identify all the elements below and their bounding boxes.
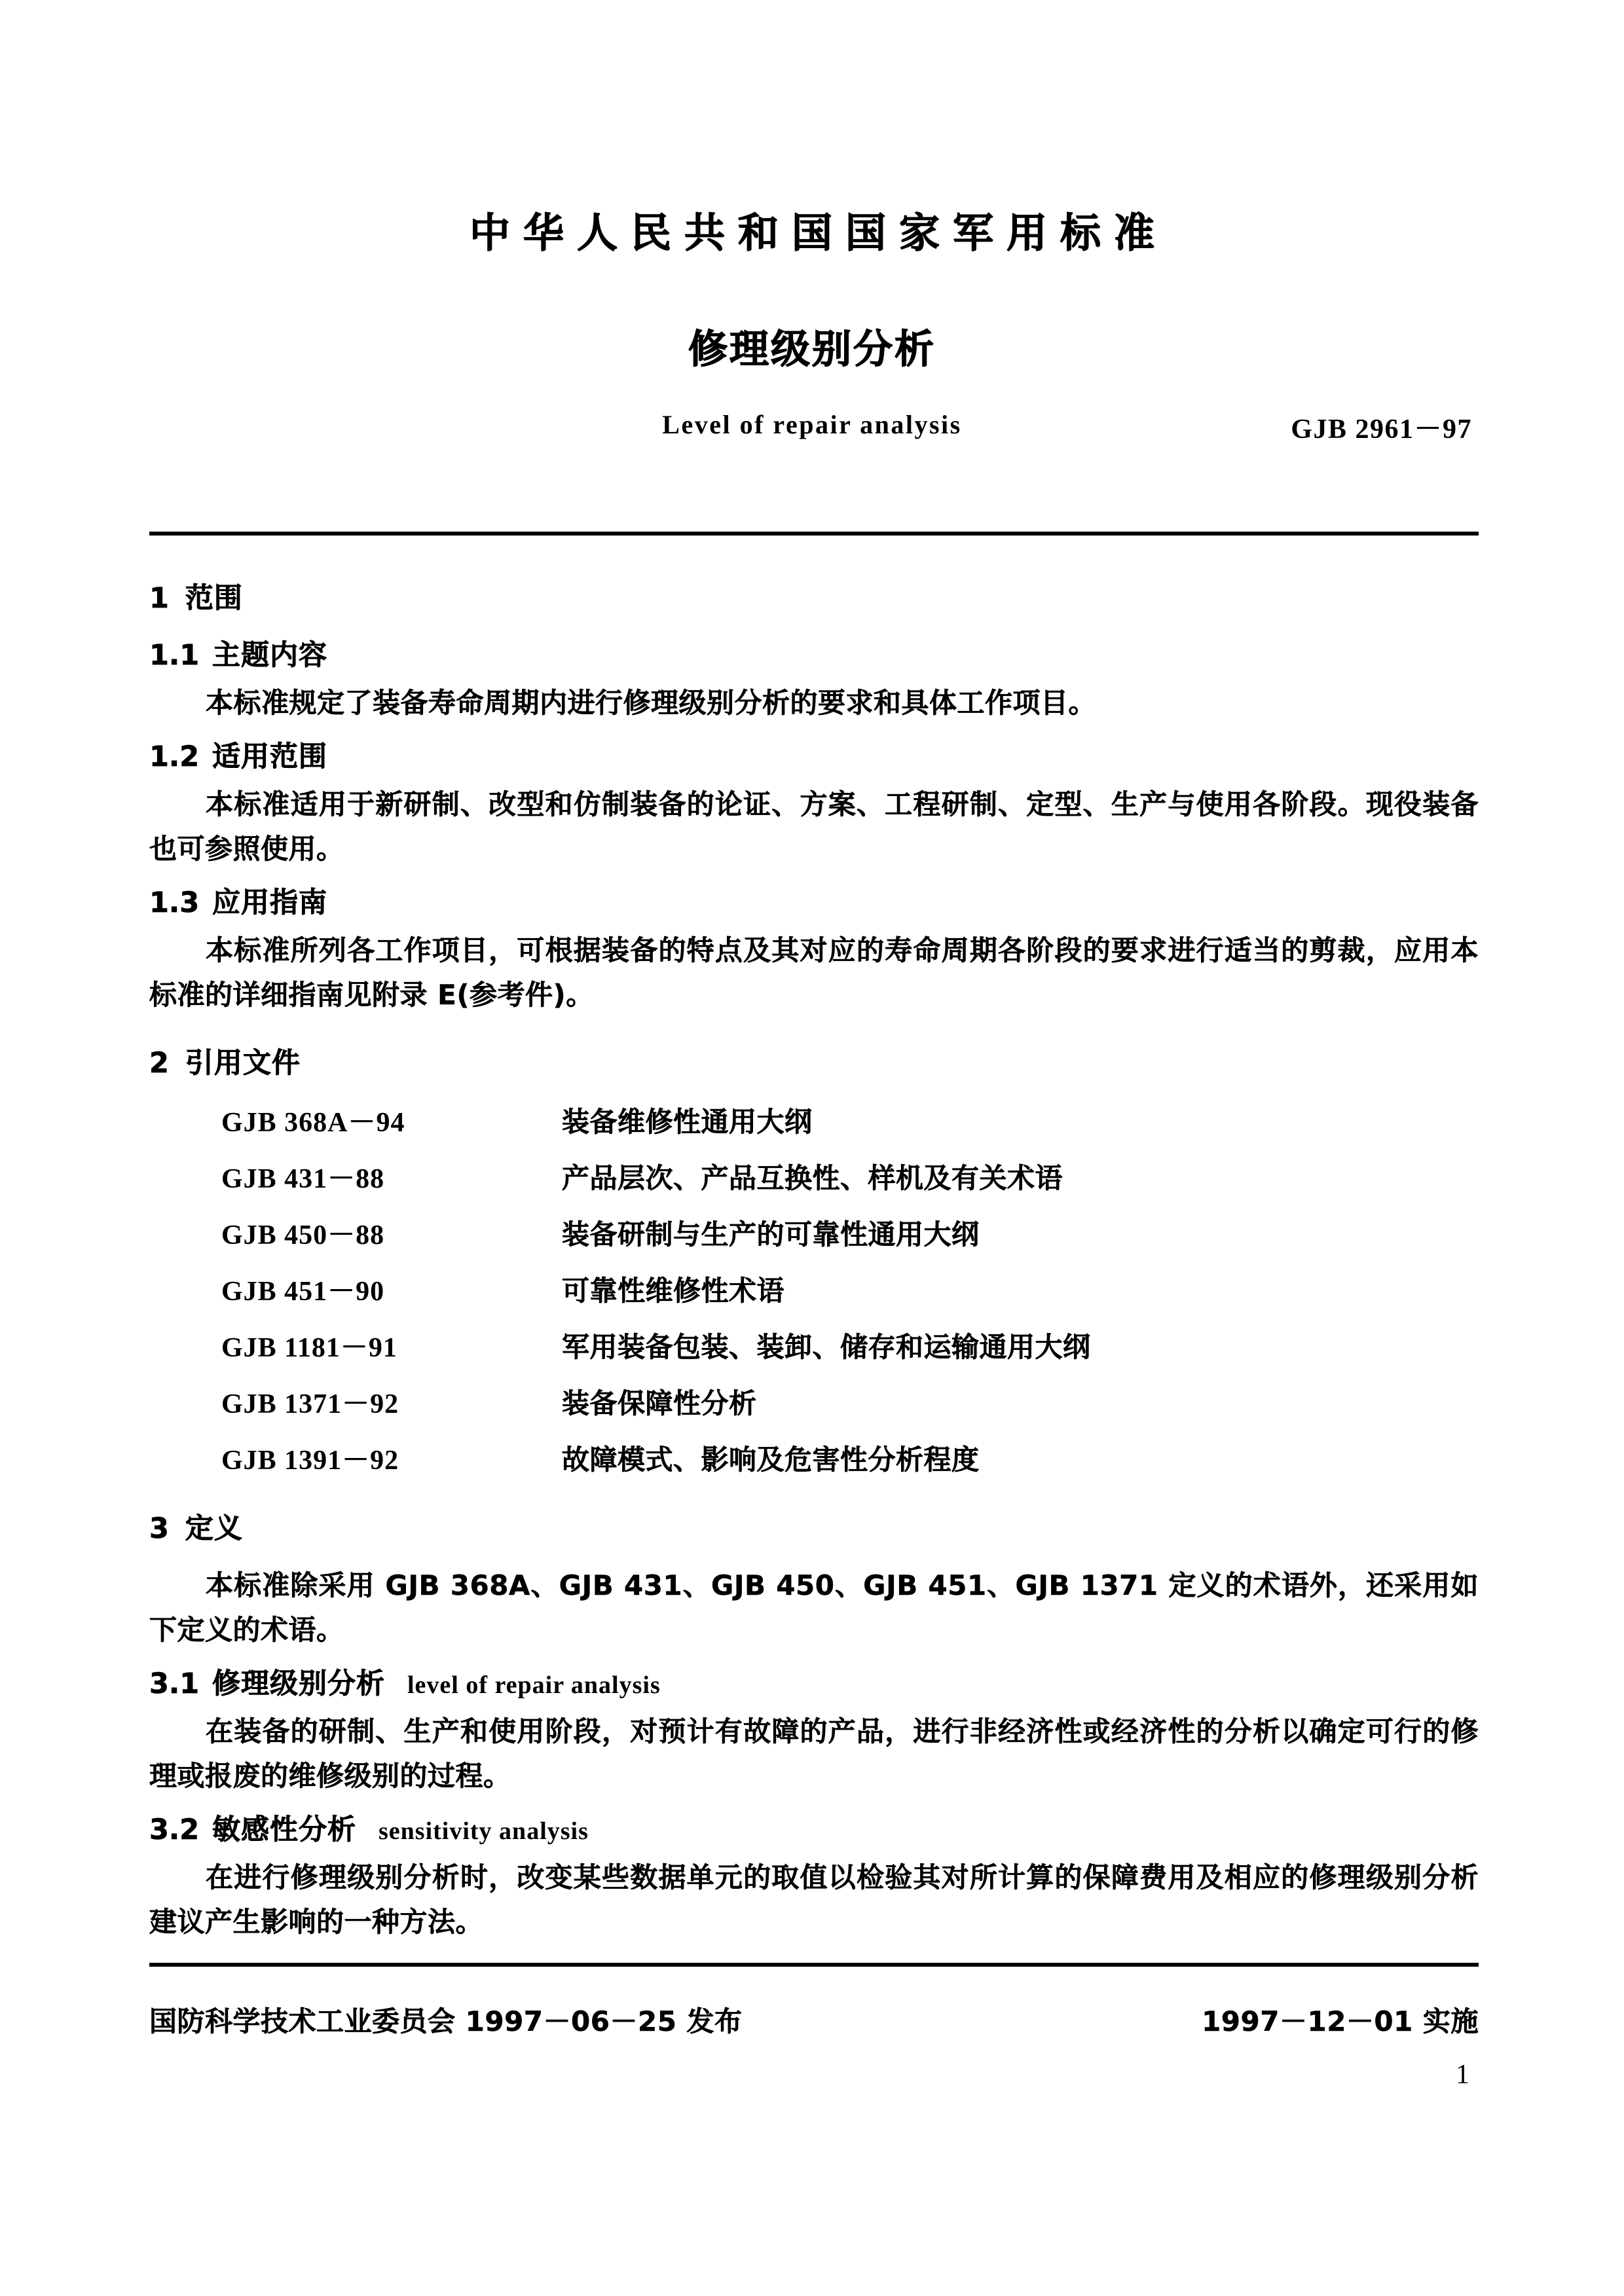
reference-code: GJB 450－88 xyxy=(221,1220,385,1251)
paragraph-3-1: 在装备的研制、生产和使用阶段，对预计有故障的产品，进行非经济性或经济性的分析以确定可行的修理或报废的维修级别的过程。 xyxy=(149,1715,1479,1793)
paragraph-1-2: 本标准适用于新研制、改型和仿制装备的论证、方案、工程研制、定型、生产与使用各阶段。现役装备也可参照使用。 xyxy=(149,788,1479,866)
issuing-authority-and-date: 国防科学技术工业委员会 1997－06－25 发布 xyxy=(149,2005,743,2037)
section-3-label: 定义 xyxy=(185,1512,243,1546)
section-3-number: 3 xyxy=(149,1512,170,1546)
paragraph-3: 本标准除采用 GJB 368A、GJB 431、GJB 450、GJB 451、GJB 1371 定义的术语外，还采用如下定义的术语。 xyxy=(149,1569,1479,1647)
reference-title: 故障模式、影响及危害性分析程度 xyxy=(562,1444,980,1476)
section-1-1-label: 主题内容 xyxy=(212,639,327,672)
heading-section-3 xyxy=(149,1506,1479,1546)
table-row xyxy=(149,1269,1091,1326)
section-1-2-number: 1.2 xyxy=(149,740,200,774)
section-3-1-number: 3.1 xyxy=(149,1667,200,1701)
reference-code: GJB 1391－92 xyxy=(221,1446,399,1476)
document-footer xyxy=(149,2000,1479,2039)
masthead-national-military-standard: 中华人民共和国国家军用标准 xyxy=(469,209,1168,257)
effective-date: 1997－12－01 实施 xyxy=(1202,2005,1479,2037)
section-1-3-label: 应用指南 xyxy=(212,886,327,920)
section-2-label: 引用文件 xyxy=(185,1047,301,1080)
section-1-3-number: 1.3 xyxy=(149,886,200,920)
section-2-number: 2 xyxy=(149,1047,170,1080)
table-row xyxy=(149,1213,1091,1269)
reference-title: 产品层次、产品互换性、样机及有关术语 xyxy=(562,1162,1063,1195)
heading-section-3-2 xyxy=(149,1808,1479,1848)
footer-row xyxy=(149,2000,1479,2039)
table-row xyxy=(149,1101,1091,1157)
document-subtitle-english: Level of repair analysis xyxy=(662,410,962,439)
reference-code: GJB 451－90 xyxy=(221,1277,385,1307)
reference-code: GJB 368A－94 xyxy=(221,1108,405,1139)
spacer xyxy=(149,1027,1479,1041)
footer-divider-rule xyxy=(149,1963,1479,1967)
heading-section-1 xyxy=(149,576,1479,616)
section-3-1-english-term: level of repair analysis xyxy=(407,1671,661,1700)
section-3-1-label: 修理级别分析 xyxy=(212,1667,385,1701)
section-3-2-number: 3.2 xyxy=(149,1813,200,1847)
table-row xyxy=(149,1157,1091,1213)
reference-code: GJB 1371－92 xyxy=(221,1389,399,1420)
referenced-documents-list xyxy=(149,1101,1091,1495)
reference-code: GJB 1181－91 xyxy=(221,1333,397,1364)
reference-title: 可靠性维修性术语 xyxy=(562,1275,785,1307)
document-title: 修理级别分析 xyxy=(688,327,936,373)
header-divider-rule xyxy=(149,532,1479,536)
section-1-1-number: 1.1 xyxy=(149,639,200,672)
reference-title: 军用装备包装、装卸、储存和运输通用大纲 xyxy=(562,1331,1091,1364)
page-number: 1 xyxy=(1456,2060,1469,2090)
reference-title: 装备维修性通用大纲 xyxy=(562,1106,813,1139)
section-3-2-english-term: sensitivity analysis xyxy=(378,1817,589,1846)
reference-title: 装备保障性分析 xyxy=(562,1387,757,1420)
section-3-2-label: 敏感性分析 xyxy=(212,1813,356,1847)
heading-section-3-1 xyxy=(149,1662,1479,1702)
table-row xyxy=(149,1326,1091,1382)
paragraph-1-3: 本标准所列各工作项目，可根据装备的特点及其对应的寿命周期各阶段的要求进行适当的剪裁，应用本标准的详细指南见附录 E(参考件)。 xyxy=(149,934,1479,1011)
heading-section-1-1 xyxy=(149,633,1479,673)
section-1-2-label: 适用范围 xyxy=(212,740,327,774)
paragraph-3-2: 在进行修理级别分析时，改变某些数据单元的取值以检验其对所计算的保障费用及相应的修理级别分析建议产生影响的一种方法。 xyxy=(149,1861,1479,1939)
section-1-label: 范围 xyxy=(185,582,243,615)
section-1-number: 1 xyxy=(149,582,170,615)
referenced-documents-body xyxy=(149,1101,1091,1495)
standard-number: GJB 2961－97 xyxy=(1291,414,1472,445)
reference-code: GJB 431－88 xyxy=(221,1164,385,1195)
heading-section-1-2 xyxy=(149,735,1479,774)
heading-section-1-3 xyxy=(149,881,1479,920)
document-body xyxy=(149,576,1479,1954)
table-row xyxy=(149,1438,1091,1495)
heading-section-2 xyxy=(149,1041,1479,1081)
reference-title: 装备研制与生产的可靠性通用大纲 xyxy=(562,1218,980,1251)
table-row xyxy=(149,1382,1091,1438)
paragraph-1-1: 本标准规定了装备寿命周期内进行修理级别分析的要求和具体工作项目。 xyxy=(206,687,1097,719)
